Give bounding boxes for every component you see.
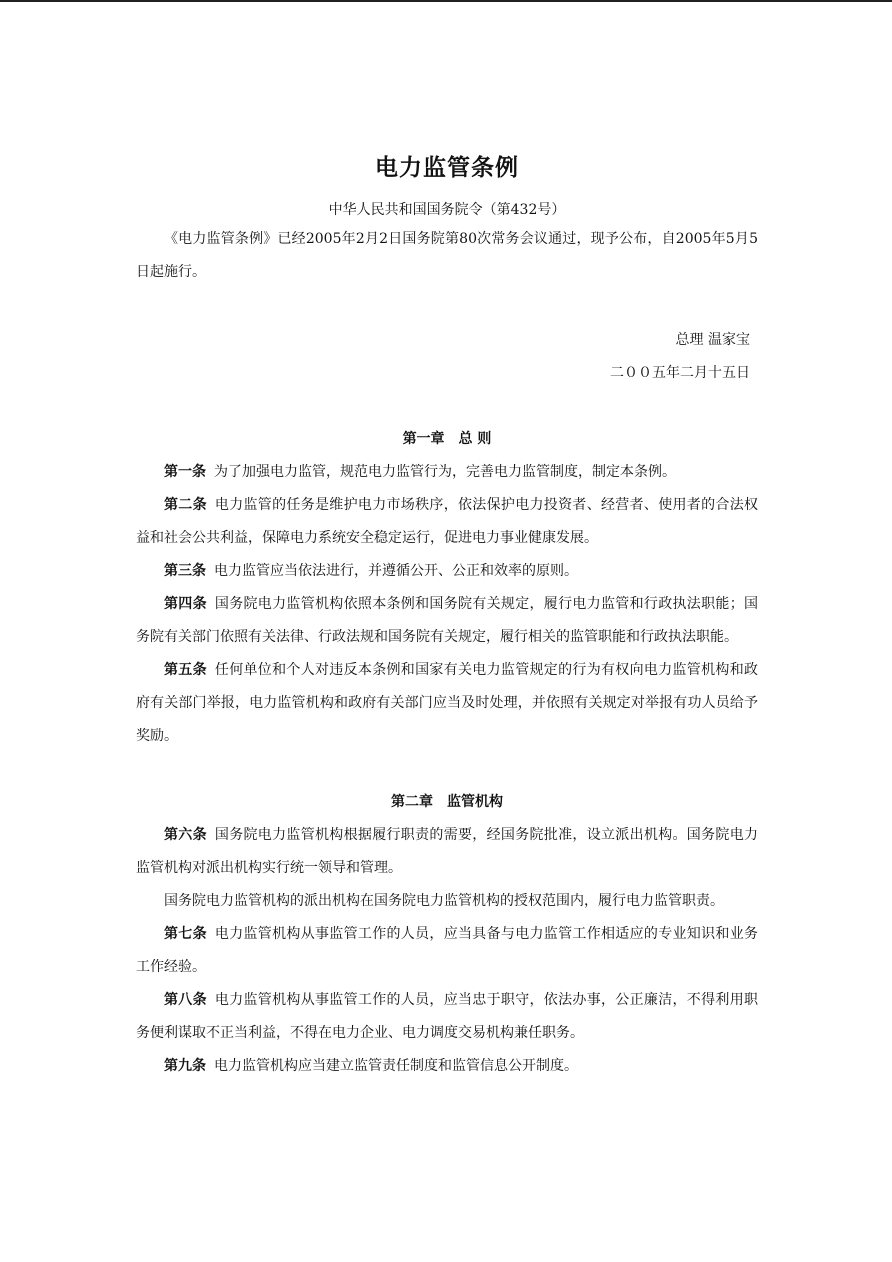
article-continuation: 国务院电力监管机构的派出机构在国务院电力监管机构的授权范围内，履行电力监管职责。 xyxy=(164,893,724,909)
top-border-line xyxy=(0,0,892,2)
article-text: 国务院电力监管机构依照本条例和国务院有关规定，履行电力监管和行政执法职能；国务院有关部门依照有关法律、行政法规和国务院有关规定，履行相关的监管职能和行政执法职能。 xyxy=(136,596,759,645)
chapter-2-title: 第二章 监管机构 xyxy=(391,794,503,810)
article-text: 任何单位和个人对违反本条例和国家有关电力监管规定的行为有权向电力监管机构和政府有关部门举报，电力监管机构和政府有关部门应当及时处理，并依照有关规定对举报有功人员给予奖励。 xyxy=(136,662,759,744)
article xyxy=(136,654,758,753)
article-text: 电力监管机构从事监管工作的人员，应当忠于职守，依法办事，公正廉洁，不得利用职务便利谋取不正当利益，不得在电力企业、电力调度交易机构兼任职务。 xyxy=(136,992,759,1041)
document-page xyxy=(136,150,758,1083)
article-number: 第一条 xyxy=(164,464,206,480)
article xyxy=(136,588,758,654)
document-title: 电力监管条例 xyxy=(375,155,519,181)
article-text: 电力监管的任务是维护电力市场秩序，依法保护电力投资者、经营者、使用者的合法权益和社会公共利益，保障电力系统安全稳定运行，促进电力事业健康发展。 xyxy=(136,497,759,546)
article xyxy=(136,984,758,1050)
article-number: 第三条 xyxy=(164,563,206,579)
article xyxy=(136,1050,758,1083)
article-number: 第九条 xyxy=(164,1058,206,1074)
article-number: 第八条 xyxy=(164,992,207,1008)
signatory-name: 总理 温家宝 xyxy=(675,332,750,348)
chapter-1-title: 第一章 总 则 xyxy=(402,431,492,447)
promulgation-paragraph: 《电力监管条例》已经2005年2月2日国务院第80次常务会议通过，现予公布，自2005年5月5日起施行。 xyxy=(136,231,758,280)
article-number: 第四条 xyxy=(164,596,207,612)
decree-number: 中华人民共和国国务院令（第432号） xyxy=(328,202,566,218)
article-number: 第七条 xyxy=(164,926,207,942)
article-text: 电力监管应当依法进行，并遵循公开、公正和效率的原则。 xyxy=(214,563,578,579)
signature-date: 二００五年二月十五日 xyxy=(610,365,750,381)
article xyxy=(136,819,758,885)
article xyxy=(136,489,758,555)
article-text: 为了加强电力监管，规范电力监管行为，完善电力监管制度，制定本条例。 xyxy=(214,464,676,480)
article-text: 电力监管机构应当建立监管责任制度和监管信息公开制度。 xyxy=(214,1058,578,1074)
article-number: 第五条 xyxy=(164,662,207,678)
article xyxy=(136,555,758,588)
article-number: 第二条 xyxy=(164,497,207,513)
article-text: 电力监管机构从事监管工作的人员，应当具备与电力监管工作相适应的专业知识和业务工作经验。 xyxy=(136,926,759,975)
article-number: 第六条 xyxy=(164,827,207,843)
article xyxy=(136,456,758,489)
article-text: 国务院电力监管机构根据履行职责的需要，经国务院批准，设立派出机构。国务院电力监管机构对派出机构实行统一领导和管理。 xyxy=(136,827,759,876)
article xyxy=(136,918,758,984)
